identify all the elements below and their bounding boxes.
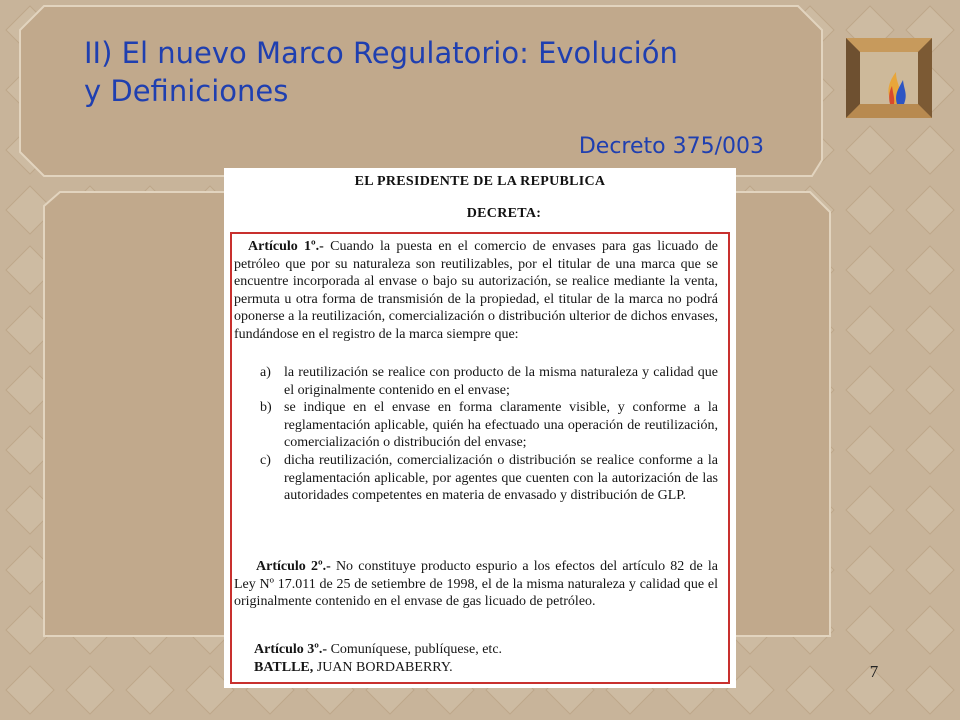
decree-document-image — [224, 168, 736, 688]
article-2 — [234, 558, 718, 611]
article-1-item-b — [234, 399, 718, 452]
item-b-label: b) — [260, 400, 272, 416]
slide-subtitle: Decreto 375/003 — [578, 134, 764, 159]
article-3 — [254, 641, 502, 658]
article-1-label: Artículo 1º.- — [248, 239, 324, 254]
page-number: 7 — [869, 662, 879, 681]
item-b-text: se indique en el envase en forma claramente visible, y conforme a la reglamentación aplicable, quién ha efectuado una operación de reutilización, comercialización o distribución del envase; — [284, 400, 718, 451]
signature — [254, 659, 453, 676]
slide-title — [84, 34, 784, 110]
flame-frame-logo-icon — [846, 38, 932, 118]
item-c-text: dicha reutilización, comercialización o distribución se realice conforme a la reglamentación aplicable, por agentes que cuenten con la autorización de las autoridades competentes en materia de envasado y distribución de GLP. — [284, 452, 718, 504]
document-heading: EL PRESIDENTE DE LA REPUBLICA — [354, 174, 606, 189]
article-1-item-c — [234, 452, 718, 505]
article-1-item-a — [234, 364, 718, 399]
signature-rest: JUAN BORDABERRY. — [316, 660, 453, 675]
article-1 — [234, 238, 718, 344]
article-2-text: No constituye producto espurio a los efectos del artículo 82 de la Ley Nº 17.011 de 25 de setiembre de 1998, el de la misma naturaleza y calidad que el originalmente contenido en el envase de gas licuado de petróleo. — [234, 559, 718, 610]
article-2-label: Artículo 2º.- — [256, 559, 331, 574]
article-3-text: Comuníquese, publíquese, etc. — [330, 642, 503, 657]
slide-title-line2: y Definiciones — [84, 74, 289, 108]
item-a-text: la reutilización se realice con producto de la misma naturaleza y calidad que el originalmente contenido en el envase; — [284, 365, 718, 398]
signature-bold: BATLLE, — [254, 660, 314, 675]
item-c-label: c) — [260, 452, 271, 468]
slide-title-line1: II) El nuevo Marco Regulatorio: Evolución — [84, 36, 678, 70]
article-1-text: Cuando la puesta en el comercio de envases para gas licuado de petróleo que por su naturaleza son reutilizables, por el titular de una marca que se encuentre incorporada al envase o bajo su autorización, se realice mediante la venta, permuta u otra forma de transmisión de la propiedad, el titular de la marca no podrá oponerse a la reutilización, comercialización o distribución ulterior de dichos envases, fundándose en el registro de la marca siempre que: — [234, 239, 719, 342]
article-1-items — [234, 364, 718, 505]
item-a-label: a) — [260, 365, 271, 380]
document-decreta: DECRETA: — [466, 206, 542, 221]
article-3-label: Artículo 3º.- — [254, 642, 328, 657]
